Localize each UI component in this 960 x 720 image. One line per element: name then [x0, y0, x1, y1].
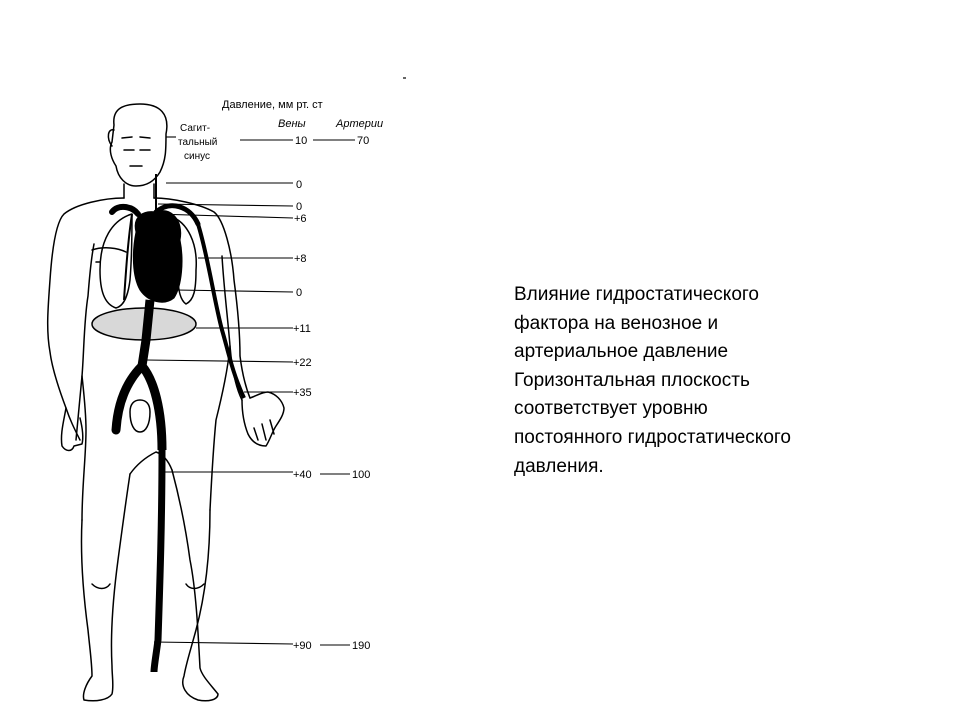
caption-line: фактора на венозное и	[514, 312, 719, 334]
caption-line: Горизонтальная плоскость	[514, 369, 750, 391]
caption-line: Влияние гидростатического	[514, 284, 759, 305]
caption-line: постоянного гидростатического	[514, 426, 791, 448]
leader-lines	[146, 137, 355, 645]
artery-pressure-value: 100	[352, 469, 371, 481]
caption-line: соответствует уровню	[514, 398, 708, 420]
sinus-label-line-1: Сагит-	[180, 123, 211, 134]
arteries-column-heading: Артерии	[336, 118, 384, 130]
artery-pressure-value: 190	[352, 640, 371, 652]
vein-pressure-value: +35	[293, 387, 312, 399]
vein-pressure-value: +40	[293, 469, 312, 481]
vein-pressure-value: 0	[296, 287, 303, 299]
sinus-label-line-3: синус	[184, 151, 210, 162]
anatomy-pressure-diagram	[0, 0, 410, 720]
heart	[133, 211, 182, 303]
vein-pressure-value: 0	[296, 201, 303, 213]
vein-pressure-value: +11	[293, 323, 311, 335]
sinus-label-line-2: тальный	[178, 137, 218, 148]
pressure-heading: Давление, мм рт. ст	[222, 99, 323, 111]
vein-pressure-value: 0	[296, 179, 303, 191]
body-outline	[48, 104, 284, 701]
vein-pressure-value: +6	[294, 213, 307, 225]
caption-text	[514, 281, 934, 481]
caption-line: давления.	[514, 455, 604, 477]
artery-pressure-value: 70	[357, 135, 370, 147]
vein-pressure-value: +8	[294, 253, 307, 265]
vein-pressure-value: +22	[293, 357, 312, 369]
diagram-headings	[178, 99, 383, 162]
veins-column-heading: Вены	[278, 118, 306, 130]
pressure-values	[293, 135, 370, 652]
vein-pressure-value: +90	[293, 640, 312, 652]
vein-pressure-value: 10	[295, 135, 308, 147]
caption-line: артериальное давление	[514, 341, 729, 363]
